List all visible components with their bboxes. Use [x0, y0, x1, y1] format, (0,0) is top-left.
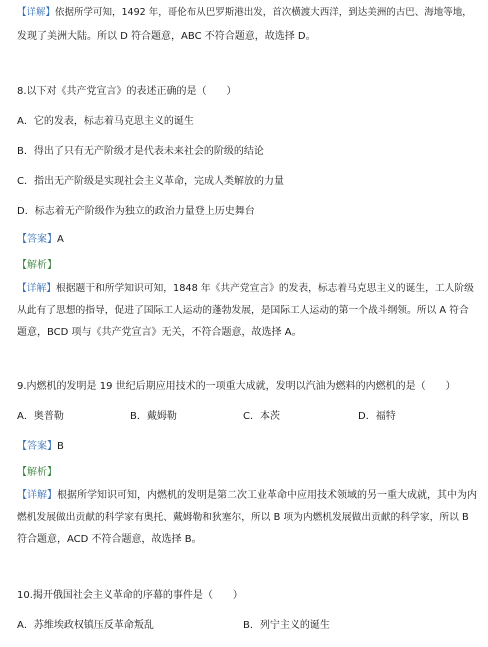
q8-stem: 8.以下对《共产党宣言》的表述正确的是（ ） — [17, 86, 237, 97]
q10-option-b: B．列宁主义的诞生 — [243, 620, 330, 631]
answer-value: B — [57, 441, 64, 452]
answer-tag: 【答案】 — [17, 441, 57, 452]
explain-tag: 【详解】 — [17, 283, 56, 294]
q9-stem: 9.内燃机的发明是 19 世纪后期应用技术的一项重大成就，发明以汽油为燃料的内燃机的是（ ） — [17, 381, 456, 392]
analysis-tag: 【解析】 — [17, 260, 57, 271]
q9-explain-line-3: 符合题意，ACD 不符合题意，故选择 B。 — [17, 534, 202, 545]
q10-option-a: A．苏维埃政权镇压反革命叛乱 — [17, 620, 154, 631]
q9-option-b: B．戴姆勒 — [130, 411, 177, 422]
q7-explain-text-1: 依据所学可知，1492 年，哥伦布从巴罗斯港出发，首次横渡大西洋，到达美洲的古巴、海地等地， — [55, 7, 472, 18]
q9-option-c: C．本茨 — [243, 411, 280, 422]
q8-option-b: B．得出了只有无产阶级才是代表未来社会的阶级的结论 — [17, 146, 264, 157]
q8-option-c: C．指出无产阶级是实现社会主义革命，完成人类解放的力量 — [17, 176, 284, 187]
q9-explain-text-1: 根据所学知识可知，内燃机的发明是第二次工业革命中应用技术领域的另一重大成就，其中为内 — [57, 490, 477, 501]
q10-options-row — [17, 619, 477, 633]
answer-value: A — [57, 234, 64, 245]
q8-explain-line-3: 题意，BCD 项与《共产党宣言》无关，不符合题意，故选择 A。 — [17, 327, 302, 338]
explain-tag: 【详解】 — [17, 490, 57, 501]
q9-option-d: D．福特 — [358, 411, 396, 422]
explain-tag: 【详解】 — [17, 7, 56, 18]
q7-explain-line-2: 发现了美洲大陆。所以 D 符合题意，ABC 不符合题意，故选择 D。 — [17, 31, 316, 42]
q9-explain-line-1 — [17, 489, 477, 502]
q8-analysis-tag — [17, 259, 57, 272]
q8-explain-text-1: 根据题干和所学知识可知，1848 年《共产党宣言》的发表，标志着马克思主义的诞生，工人阶级 — [56, 283, 474, 294]
q8-option-a: A．它的发表，标志着马克思主义的诞生 — [17, 116, 194, 127]
answer-tag: 【答案】 — [17, 234, 57, 245]
q10-stem: 10.揭开俄国社会主义革命的序幕的事件是（ ） — [17, 590, 243, 601]
q7-explain-line-1 — [17, 6, 472, 19]
analysis-tag: 【解析】 — [17, 467, 57, 478]
q9-answer — [17, 440, 64, 453]
q8-explain-line-1 — [17, 282, 474, 295]
q9-explain-line-2: 燃机发展做出贡献的科学家有奥托、戴姆勒和狄塞尔，所以 B 项为内燃机发展做出贡献的科学家，所以 B — [17, 512, 469, 523]
q9-option-a: A．奥普勒 — [17, 411, 64, 422]
q9-options-row — [17, 410, 477, 424]
q8-option-d: D．标志着无产阶级作为独立的政治力量登上历史舞台 — [17, 206, 255, 217]
q8-explain-line-2: 从此有了思想的指导，促进了国际工人运动的蓬勃发展，是国际工人运动的第一个战斗纲领。所以 A 符合 — [17, 305, 469, 316]
q8-answer — [17, 233, 64, 246]
q9-analysis-tag — [17, 466, 57, 479]
